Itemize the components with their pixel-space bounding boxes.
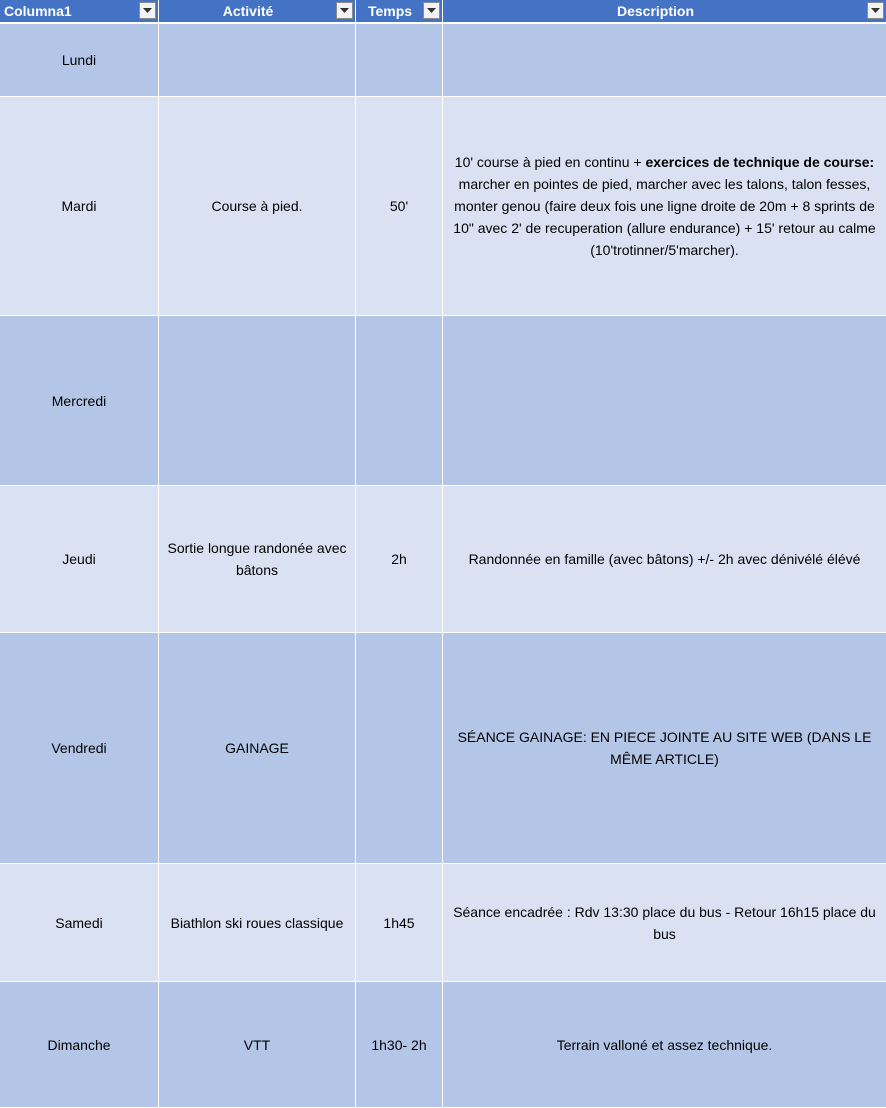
dropdown-arrow-icon [340,8,349,14]
description-bold: exercices de technique de course: [645,154,875,170]
header-label-activite: Activité [222,3,274,19]
cell-time[interactable]: 2h [356,486,443,633]
cell-day[interactable]: Samedi [0,864,159,982]
cell-description[interactable] [443,24,886,97]
cell-description[interactable]: Terrain valloné et assez technique. [443,982,886,1108]
cell-time[interactable] [356,24,443,97]
description-pre: 10' course à pied en continu + [454,154,646,170]
cell-time[interactable] [356,316,443,486]
cell-day[interactable]: Dimanche [0,982,159,1108]
cell-description[interactable]: SÉANCE GAINAGE: EN PIECE JOINTE AU SITE WEB (DANS LE MÊME ARTICLE) [443,633,886,864]
cell-day[interactable]: Jeudi [0,486,159,633]
cell-description[interactable]: Randonnée en famille (avec bâtons) +/- 2h avec dénivélé élévé [443,486,886,633]
cell-activity[interactable]: Sortie longue randonée avec bâtons [159,486,356,633]
filter-dropdown-description[interactable] [867,2,884,19]
header-temps[interactable] [356,0,443,24]
cell-activity[interactable] [159,316,356,486]
header-columna1[interactable] [0,0,159,24]
cell-activity[interactable] [159,24,356,97]
header-description[interactable] [443,0,886,24]
cell-day[interactable]: Vendredi [0,633,159,864]
header-label-description: Description [616,3,694,19]
cell-time[interactable]: 50' [356,97,443,316]
cell-time[interactable]: 1h30- 2h [356,982,443,1108]
cell-description[interactable] [443,97,886,316]
filter-dropdown-columna1[interactable] [139,2,156,19]
filter-dropdown-activite[interactable] [336,2,353,19]
description-post: marcher en pointes de pied, marcher avec les talons, talon fesses, monter genou (faire deux fois une ligne droite de 20m + 8 sprints de 10" avec 2' de recuperation (allure endurance) + 15' retour au calme (10'trotinner/5'marcher). [453,176,876,258]
cell-time[interactable]: 1h45 [356,864,443,982]
dropdown-arrow-icon [427,8,436,14]
cell-description[interactable] [443,316,886,486]
cell-day[interactable]: Mardi [0,97,159,316]
cell-day[interactable]: Lundi [0,24,159,97]
description-rich-text [451,151,878,261]
cell-description[interactable]: Séance encadrée : Rdv 13:30 place du bus - Retour 16h15 place du bus [443,864,886,982]
header-activite[interactable] [159,0,356,24]
cell-activity[interactable]: VTT [159,982,356,1108]
header-label-columna1: Columna1 [4,3,72,19]
dropdown-arrow-icon [871,8,880,14]
dropdown-arrow-icon [143,8,152,14]
filter-dropdown-temps[interactable] [423,2,440,19]
cell-activity[interactable]: Course à pied. [159,97,356,316]
cell-activity[interactable]: Biathlon ski roues classique [159,864,356,982]
header-label-temps: Temps [367,3,413,19]
cell-activity[interactable]: GAINAGE [159,633,356,864]
cell-time[interactable] [356,633,443,864]
cell-day[interactable]: Mercredi [0,316,159,486]
